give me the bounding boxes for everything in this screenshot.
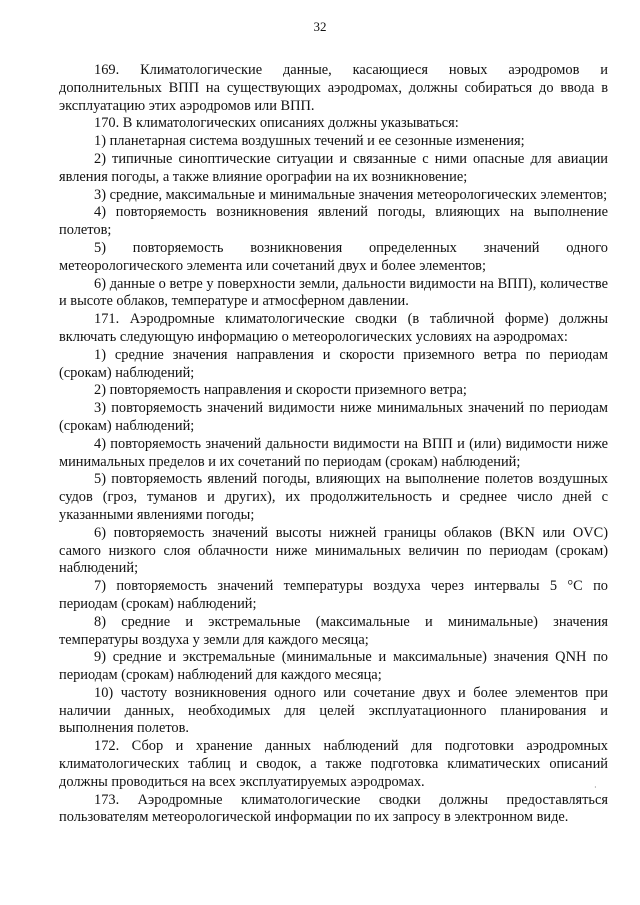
paragraph-170: 170. В климатологических описаниях должны указываться: xyxy=(94,115,459,132)
list-item-170-4: 4) повторяемость возникновения явлений погоды, влияющих на выполнение полетов; xyxy=(59,204,608,239)
list-item-170-6: 6) данные о ветре у поверхности земли, дальности видимости на ВПП), количестве и высоте облаков, температуре и атмосферном давлении. xyxy=(59,275,608,310)
list-item-171-3: 3) повторяемость значений видимости ниже минимальных значений по периодам (срокам) наблюдений; xyxy=(59,400,608,434)
list-item-171-10: 10) частоту возникновения одного или сочетание двух и более элементов при наличии данных, необходимых для целей эксплуатационного планирования и выполнения полетов. xyxy=(59,684,608,737)
list-item-171-6: 6) повторяемость значений высоты нижней границы облаков (BKN или OVC) самого низкого слоя облачности ниже минимальных величин по периодам (срокам) наблюдений; xyxy=(59,524,608,577)
list-item-171-8: 8) средние и экстремальные (максимальные и минимальные) значения температуры воздуха у земли для каждого месяца; xyxy=(59,613,608,648)
list-item-170-1: 1) планетарная система воздушных течений и ее сезонные изменения; xyxy=(94,133,525,150)
document-body xyxy=(59,62,608,827)
paragraph-172: 172. Сбор и хранение данных наблюдений для подготовки аэродромных климатологических таблиц и сводок, а также подготовка климатических описаний должны проводиться на всех эксплуатируемых аэродромах. xyxy=(59,738,608,790)
paragraph-169: 169. Климатологические данные, касающиеся новых аэродромов и дополнительных ВПП на существующих аэродромах, должны собираться до ввода в эксплуатацию этих аэродромов или ВПП. xyxy=(59,62,608,114)
scan-dot-mark: · xyxy=(594,783,597,792)
list-item-171-1: 1) средние значения направления и скорости приземного ветра по периодам (срокам) наблюдений; xyxy=(59,346,608,381)
list-item-170-2: 2) типичные синоптические ситуации и связанные с ними опасные для авиации явления погоды, а также влияние орографии на их возникновение; xyxy=(59,150,608,185)
paragraph-173: 173. Аэродромные климатологические сводки должны предоставляться пользователям метеорологической информации по их запросу в электронном виде. xyxy=(59,791,608,826)
page-number: 32 xyxy=(313,19,327,34)
list-item-171-7: 7) повторяемость значений температуры воздуха через интервалы 5 °C по периодам (срокам) наблюдений; xyxy=(59,578,608,612)
list-item-171-9: 9) средние и экстремальные (минимальные и максимальные) значения QNH по периодам (срокам) наблюдений для каждого месяца; xyxy=(59,649,608,684)
list-item-170-3: 3) средние, максимальные и минимальные значения метеорологических элементов; xyxy=(94,186,608,203)
list-item-171-5: 5) повторяемость явлений погоды, влияющих на выполнение полетов воздушных судов (гроз, туманов и других), их продолжительность и среднее число дней с указанными явлениями погоды; xyxy=(59,471,608,523)
paragraph-171: 171. Аэродромные климатологические сводки (в табличной форме) должны включать следующую информацию о метеорологических условиях на аэродромах: xyxy=(59,311,608,345)
list-item-171-4: 4) повторяемость значений дальности видимости на ВПП и (или) видимости ниже минимальных пределов и их сочетаний по периодам (срокам) наблюдений; xyxy=(59,435,608,470)
list-item-171-2: 2) повторяемость направления и скорости приземного ветра; xyxy=(94,382,467,399)
list-item-170-5: 5) повторяемость возникновения определенных значений одного метеорологического элемента или сочетаний двух и более элементов; xyxy=(59,239,608,274)
